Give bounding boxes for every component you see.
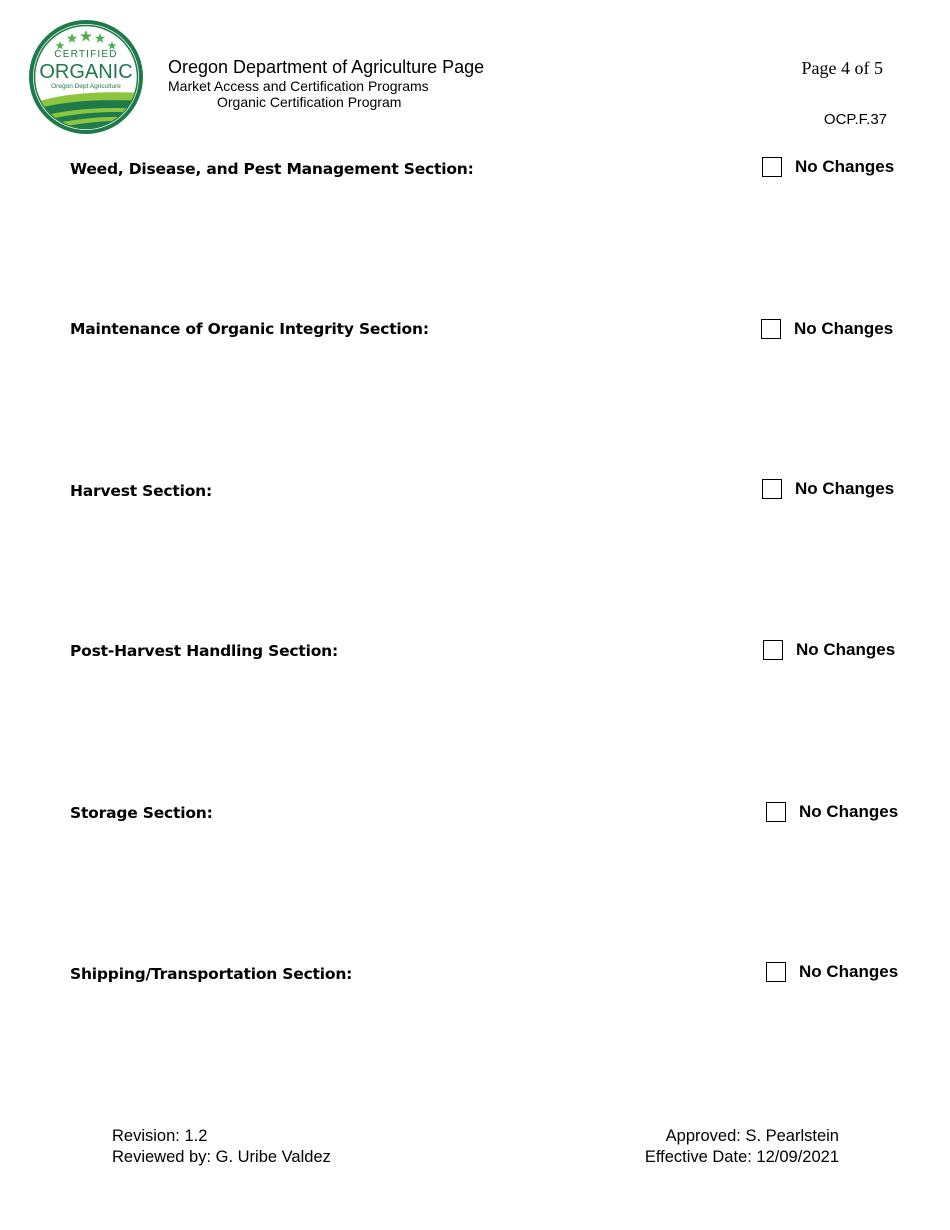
approved-by: Approved: S. Pearlstein bbox=[665, 1127, 839, 1145]
org-title: Oregon Department of Agriculture Page bbox=[168, 57, 485, 77]
certified-organic-logo bbox=[28, 19, 144, 135]
reviewed-by: Reviewed by: G. Uribe Valdez bbox=[112, 1147, 331, 1166]
no-changes-label: No Changes bbox=[799, 802, 899, 821]
section-label-harvest: Harvest Section: bbox=[70, 482, 212, 500]
no-changes-label: No Changes bbox=[795, 157, 895, 176]
no-changes-label: No Changes bbox=[799, 962, 899, 981]
section-label-shipping-transportation: Shipping/Transportation Section: bbox=[70, 965, 353, 983]
section-label-storage: Storage Section: bbox=[70, 804, 213, 822]
no-changes-checkbox[interactable] bbox=[762, 479, 782, 499]
no-changes-organic-integrity[interactable] bbox=[761, 319, 893, 339]
no-changes-weed-disease-pest[interactable] bbox=[762, 157, 894, 177]
no-changes-checkbox[interactable] bbox=[762, 157, 782, 177]
logo-top-text: CERTIFIED bbox=[54, 49, 118, 60]
no-changes-shipping-transportation[interactable] bbox=[766, 962, 898, 982]
no-changes-post-harvest[interactable] bbox=[763, 640, 895, 660]
org-subtitle-1: Market Access and Certification Programs bbox=[168, 78, 429, 94]
revision: Revision: 1.2 bbox=[112, 1127, 208, 1145]
section-label-weed-disease-pest: Weed, Disease, and Pest Management Section: bbox=[70, 160, 474, 178]
org-subtitle-2: Organic Certification Program bbox=[217, 94, 402, 110]
page-number: Page 4 of 5 bbox=[801, 58, 883, 78]
no-changes-label: No Changes bbox=[795, 479, 895, 498]
no-changes-label: No Changes bbox=[794, 319, 894, 338]
no-changes-harvest[interactable] bbox=[762, 479, 894, 499]
logo-main-text: ORGANIC bbox=[39, 61, 133, 83]
section-label-organic-integrity: Maintenance of Organic Integrity Section: bbox=[70, 320, 429, 338]
no-changes-checkbox[interactable] bbox=[766, 802, 786, 822]
form-code: OCP.F.37 bbox=[823, 111, 887, 128]
no-changes-checkbox[interactable] bbox=[763, 640, 783, 660]
footer-left bbox=[112, 1126, 331, 1167]
logo-bottom-text: Oregon Dept Agriculture bbox=[51, 83, 121, 90]
effective-date: Effective Date: 12/09/2021 bbox=[644, 1147, 839, 1166]
no-changes-checkbox[interactable] bbox=[766, 962, 786, 982]
no-changes-label: No Changes bbox=[796, 640, 896, 659]
no-changes-checkbox[interactable] bbox=[761, 319, 781, 339]
section-label-post-harvest: Post-Harvest Handling Section: bbox=[70, 642, 338, 660]
no-changes-storage[interactable] bbox=[766, 802, 898, 822]
footer-right bbox=[645, 1126, 839, 1167]
